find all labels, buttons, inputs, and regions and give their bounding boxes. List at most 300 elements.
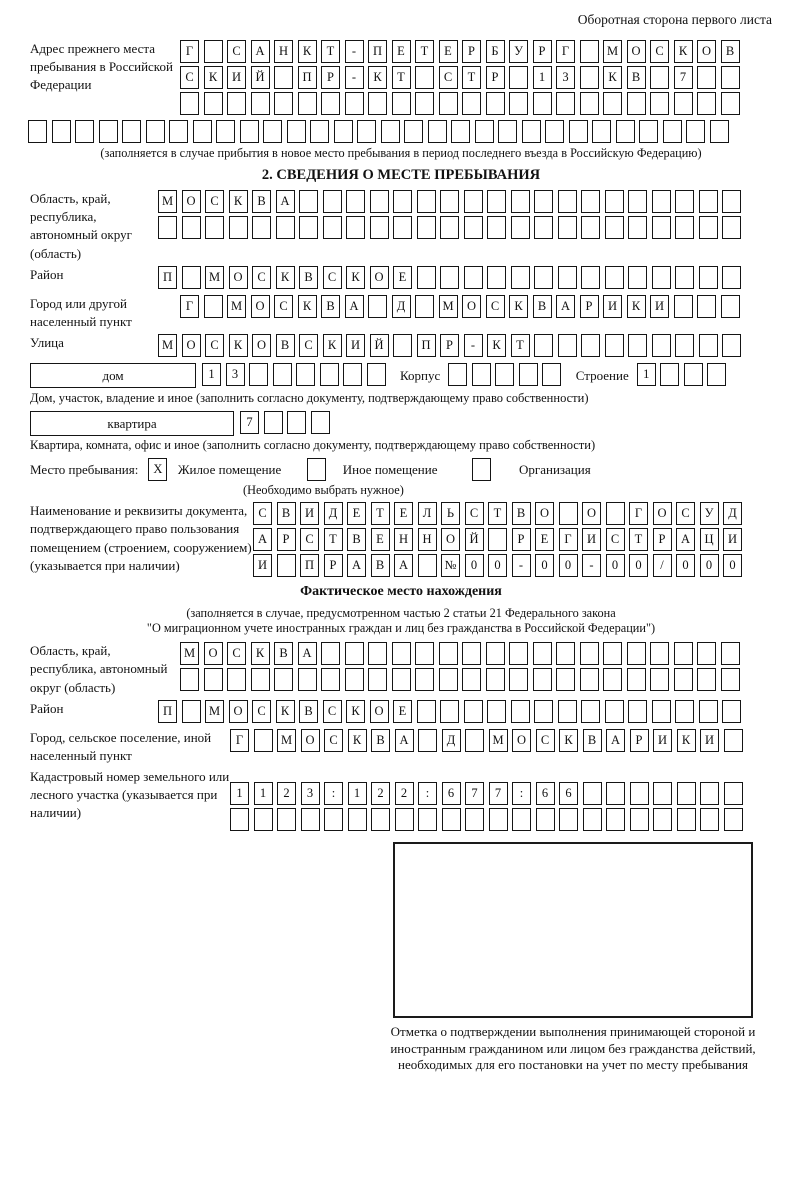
char-cell[interactable]: И	[650, 295, 669, 318]
char-cell[interactable]	[418, 808, 437, 831]
checkbox-other-premises[interactable]	[307, 458, 326, 481]
char-cell[interactable]	[556, 668, 575, 691]
char-cell[interactable]	[370, 190, 389, 213]
char-cell[interactable]: /	[653, 554, 672, 577]
char-cell[interactable]: К	[346, 700, 365, 723]
char-cell[interactable]: В	[371, 729, 390, 752]
char-cell[interactable]: И	[253, 554, 272, 577]
char-cell[interactable]	[675, 216, 694, 239]
char-cell[interactable]: Р	[630, 729, 649, 752]
char-cell[interactable]	[204, 92, 223, 115]
char-cell[interactable]	[512, 808, 531, 831]
char-cell[interactable]	[465, 729, 484, 752]
char-cell[interactable]	[75, 120, 94, 143]
char-cell[interactable]	[603, 642, 622, 665]
char-cell[interactable]: 0	[606, 554, 625, 577]
char-cell[interactable]	[227, 92, 246, 115]
char-cell[interactable]: В	[371, 554, 390, 577]
char-cell[interactable]	[357, 120, 376, 143]
char-cell[interactable]	[699, 700, 718, 723]
char-cell[interactable]: А	[251, 40, 270, 63]
char-cell[interactable]: М	[158, 190, 177, 213]
char-cell[interactable]: С	[536, 729, 555, 752]
char-cell[interactable]	[464, 216, 483, 239]
char-cell[interactable]: О	[441, 528, 460, 551]
char-cell[interactable]	[699, 266, 718, 289]
char-cell[interactable]	[442, 808, 461, 831]
char-cell[interactable]: В	[274, 642, 293, 665]
char-cell[interactable]: К	[674, 40, 693, 63]
char-cell[interactable]: С	[606, 528, 625, 551]
char-cell[interactable]	[677, 782, 696, 805]
char-cell[interactable]: К	[276, 266, 295, 289]
char-cell[interactable]: О	[229, 700, 248, 723]
char-cell[interactable]	[533, 92, 552, 115]
house-box[interactable]: дом	[30, 363, 196, 388]
char-cell[interactable]: К	[323, 334, 342, 357]
char-cell[interactable]	[204, 40, 223, 63]
char-cell[interactable]	[464, 700, 483, 723]
char-cell[interactable]	[605, 700, 624, 723]
char-cell[interactable]	[52, 120, 71, 143]
char-cell[interactable]: О	[182, 190, 201, 213]
char-cell[interactable]: 7	[489, 782, 508, 805]
char-cell[interactable]	[320, 363, 339, 386]
char-cell[interactable]	[415, 66, 434, 89]
char-cell[interactable]	[392, 668, 411, 691]
char-cell[interactable]: М	[158, 334, 177, 357]
char-cell[interactable]	[182, 266, 201, 289]
char-cell[interactable]: Р	[462, 40, 481, 63]
char-cell[interactable]	[722, 216, 741, 239]
char-cell[interactable]: А	[276, 190, 295, 213]
char-cell[interactable]: В	[512, 502, 531, 525]
char-cell[interactable]	[321, 92, 340, 115]
char-cell[interactable]: С	[253, 502, 272, 525]
char-cell[interactable]: О	[582, 502, 601, 525]
char-cell[interactable]: У	[700, 502, 719, 525]
char-cell[interactable]: Т	[321, 40, 340, 63]
char-cell[interactable]	[684, 363, 703, 386]
char-cell[interactable]: В	[533, 295, 552, 318]
char-cell[interactable]	[487, 190, 506, 213]
char-cell[interactable]	[439, 668, 458, 691]
char-cell[interactable]: 7	[240, 411, 259, 434]
char-cell[interactable]	[581, 334, 600, 357]
char-cell[interactable]: П	[368, 40, 387, 63]
char-cell[interactable]	[511, 190, 530, 213]
char-cell[interactable]: А	[395, 729, 414, 752]
char-cell[interactable]	[276, 216, 295, 239]
char-cell[interactable]	[605, 334, 624, 357]
checkbox-residential[interactable]: X	[148, 458, 167, 481]
char-cell[interactable]	[545, 120, 564, 143]
char-cell[interactable]	[581, 190, 600, 213]
char-cell[interactable]: О	[370, 266, 389, 289]
char-cell[interactable]	[697, 668, 716, 691]
char-cell[interactable]	[722, 266, 741, 289]
char-cell[interactable]	[674, 642, 693, 665]
char-cell[interactable]: В	[627, 66, 646, 89]
char-cell[interactable]	[489, 808, 508, 831]
char-cell[interactable]	[298, 92, 317, 115]
char-cell[interactable]	[263, 120, 282, 143]
char-cell[interactable]: Р	[653, 528, 672, 551]
char-cell[interactable]	[252, 216, 271, 239]
char-cell[interactable]: Т	[488, 502, 507, 525]
char-cell[interactable]: В	[583, 729, 602, 752]
char-cell[interactable]: М	[277, 729, 296, 752]
char-cell[interactable]	[254, 729, 273, 752]
char-cell[interactable]	[616, 120, 635, 143]
char-cell[interactable]: Н	[274, 40, 293, 63]
char-cell[interactable]	[348, 808, 367, 831]
char-cell[interactable]: :	[418, 782, 437, 805]
char-cell[interactable]: О	[229, 266, 248, 289]
char-cell[interactable]: М	[205, 700, 224, 723]
char-cell[interactable]	[334, 120, 353, 143]
char-cell[interactable]: К	[229, 334, 248, 357]
char-cell[interactable]	[592, 120, 611, 143]
char-cell[interactable]	[724, 782, 743, 805]
char-cell[interactable]: Р	[277, 528, 296, 551]
char-cell[interactable]: О	[370, 700, 389, 723]
char-cell[interactable]	[487, 266, 506, 289]
char-cell[interactable]	[509, 92, 528, 115]
char-cell[interactable]: 6	[559, 782, 578, 805]
char-cell[interactable]	[534, 216, 553, 239]
char-cell[interactable]	[472, 363, 491, 386]
char-cell[interactable]	[663, 120, 682, 143]
char-cell[interactable]: 0	[559, 554, 578, 577]
char-cell[interactable]: К	[251, 642, 270, 665]
char-cell[interactable]	[323, 216, 342, 239]
char-cell[interactable]: 0	[535, 554, 554, 577]
char-cell[interactable]	[721, 66, 740, 89]
char-cell[interactable]	[603, 668, 622, 691]
char-cell[interactable]	[697, 66, 716, 89]
char-cell[interactable]	[274, 668, 293, 691]
char-cell[interactable]	[559, 502, 578, 525]
char-cell[interactable]	[630, 808, 649, 831]
char-cell[interactable]	[724, 808, 743, 831]
char-cell[interactable]: Н	[418, 528, 437, 551]
char-cell[interactable]: И	[700, 729, 719, 752]
char-cell[interactable]	[686, 120, 705, 143]
char-cell[interactable]: А	[606, 729, 625, 752]
char-cell[interactable]	[509, 668, 528, 691]
char-cell[interactable]	[534, 266, 553, 289]
char-cell[interactable]	[381, 120, 400, 143]
char-cell[interactable]: К	[276, 700, 295, 723]
char-cell[interactable]: -	[464, 334, 483, 357]
char-cell[interactable]: Г	[180, 295, 199, 318]
char-cell[interactable]	[393, 190, 412, 213]
char-cell[interactable]: С	[227, 642, 246, 665]
char-cell[interactable]	[605, 266, 624, 289]
char-cell[interactable]	[581, 216, 600, 239]
char-cell[interactable]: П	[298, 66, 317, 89]
char-cell[interactable]: Е	[439, 40, 458, 63]
char-cell[interactable]: 2	[371, 782, 390, 805]
char-cell[interactable]	[721, 295, 740, 318]
char-cell[interactable]: Е	[392, 40, 411, 63]
char-cell[interactable]: В	[721, 40, 740, 63]
char-cell[interactable]	[583, 808, 602, 831]
char-cell[interactable]: 0	[629, 554, 648, 577]
char-cell[interactable]	[519, 363, 538, 386]
char-cell[interactable]: 7	[674, 66, 693, 89]
char-cell[interactable]	[462, 92, 481, 115]
char-cell[interactable]: А	[394, 554, 413, 577]
char-cell[interactable]	[697, 295, 716, 318]
char-cell[interactable]: 1	[637, 363, 656, 386]
char-cell[interactable]: А	[556, 295, 575, 318]
char-cell[interactable]	[204, 295, 223, 318]
char-cell[interactable]: Ь	[441, 502, 460, 525]
char-cell[interactable]	[251, 668, 270, 691]
char-cell[interactable]: А	[298, 642, 317, 665]
char-cell[interactable]	[346, 216, 365, 239]
char-cell[interactable]: Р	[324, 554, 343, 577]
char-cell[interactable]: :	[512, 782, 531, 805]
char-cell[interactable]: Т	[371, 502, 390, 525]
char-cell[interactable]	[559, 808, 578, 831]
char-cell[interactable]: Й	[251, 66, 270, 89]
char-cell[interactable]	[721, 92, 740, 115]
char-cell[interactable]: 7	[465, 782, 484, 805]
char-cell[interactable]: О	[512, 729, 531, 752]
char-cell[interactable]	[509, 642, 528, 665]
char-cell[interactable]	[99, 120, 118, 143]
char-cell[interactable]: Г	[180, 40, 199, 63]
char-cell[interactable]	[368, 92, 387, 115]
char-cell[interactable]	[368, 642, 387, 665]
char-cell[interactable]: О	[627, 40, 646, 63]
char-cell[interactable]	[393, 216, 412, 239]
char-cell[interactable]	[229, 216, 248, 239]
char-cell[interactable]: Д	[392, 295, 411, 318]
char-cell[interactable]	[650, 668, 669, 691]
char-cell[interactable]	[522, 120, 541, 143]
char-cell[interactable]: Е	[393, 266, 412, 289]
char-cell[interactable]	[628, 700, 647, 723]
char-cell[interactable]	[652, 266, 671, 289]
char-cell[interactable]	[343, 363, 362, 386]
char-cell[interactable]: О	[204, 642, 223, 665]
char-cell[interactable]: 1	[533, 66, 552, 89]
char-cell[interactable]: Ц	[700, 528, 719, 551]
char-cell[interactable]	[393, 334, 412, 357]
char-cell[interactable]: Е	[393, 700, 412, 723]
char-cell[interactable]	[650, 66, 669, 89]
char-cell[interactable]	[264, 411, 283, 434]
char-cell[interactable]	[724, 729, 743, 752]
char-cell[interactable]	[534, 700, 553, 723]
char-cell[interactable]: 3	[226, 363, 245, 386]
char-cell[interactable]	[558, 216, 577, 239]
char-cell[interactable]: С	[252, 266, 271, 289]
char-cell[interactable]	[475, 120, 494, 143]
char-cell[interactable]: №	[441, 554, 460, 577]
char-cell[interactable]: Р	[580, 295, 599, 318]
char-cell[interactable]	[533, 668, 552, 691]
char-cell[interactable]: И	[723, 528, 742, 551]
char-cell[interactable]: О	[535, 502, 554, 525]
char-cell[interactable]: 1	[254, 782, 273, 805]
char-cell[interactable]: И	[653, 729, 672, 752]
char-cell[interactable]	[488, 528, 507, 551]
char-cell[interactable]	[697, 92, 716, 115]
char-cell[interactable]: М	[489, 729, 508, 752]
char-cell[interactable]: Д	[723, 502, 742, 525]
char-cell[interactable]: С	[299, 334, 318, 357]
char-cell[interactable]	[395, 808, 414, 831]
char-cell[interactable]: :	[324, 782, 343, 805]
char-cell[interactable]: Л	[418, 502, 437, 525]
char-cell[interactable]	[370, 216, 389, 239]
char-cell[interactable]: О	[697, 40, 716, 63]
char-cell[interactable]	[581, 700, 600, 723]
char-cell[interactable]	[533, 642, 552, 665]
char-cell[interactable]	[440, 216, 459, 239]
char-cell[interactable]	[464, 190, 483, 213]
char-cell[interactable]	[440, 700, 459, 723]
char-cell[interactable]	[277, 808, 296, 831]
char-cell[interactable]	[417, 190, 436, 213]
char-cell[interactable]	[534, 190, 553, 213]
char-cell[interactable]	[169, 120, 188, 143]
char-cell[interactable]: О	[182, 334, 201, 357]
char-cell[interactable]: В	[252, 190, 271, 213]
char-cell[interactable]	[415, 92, 434, 115]
char-cell[interactable]	[404, 120, 423, 143]
char-cell[interactable]	[392, 642, 411, 665]
char-cell[interactable]	[439, 642, 458, 665]
char-cell[interactable]	[697, 642, 716, 665]
char-cell[interactable]	[674, 92, 693, 115]
char-cell[interactable]	[628, 334, 647, 357]
char-cell[interactable]: 1	[348, 782, 367, 805]
char-cell[interactable]	[158, 216, 177, 239]
char-cell[interactable]: 0	[488, 554, 507, 577]
char-cell[interactable]	[440, 190, 459, 213]
char-cell[interactable]: Т	[392, 66, 411, 89]
char-cell[interactable]: К	[559, 729, 578, 752]
char-cell[interactable]: С	[323, 700, 342, 723]
char-cell[interactable]: А	[676, 528, 695, 551]
char-cell[interactable]	[536, 808, 555, 831]
char-cell[interactable]: О	[252, 334, 271, 357]
char-cell[interactable]	[273, 363, 292, 386]
char-cell[interactable]: 0	[723, 554, 742, 577]
char-cell[interactable]	[498, 120, 517, 143]
char-cell[interactable]: С	[180, 66, 199, 89]
char-cell[interactable]	[653, 808, 672, 831]
char-cell[interactable]	[448, 363, 467, 386]
char-cell[interactable]	[122, 120, 141, 143]
char-cell[interactable]	[603, 92, 622, 115]
char-cell[interactable]	[628, 266, 647, 289]
char-cell[interactable]: К	[487, 334, 506, 357]
char-cell[interactable]: В	[347, 528, 366, 551]
char-cell[interactable]	[277, 554, 296, 577]
char-cell[interactable]: Г	[559, 528, 578, 551]
char-cell[interactable]: А	[253, 528, 272, 551]
char-cell[interactable]	[274, 66, 293, 89]
char-cell[interactable]	[495, 363, 514, 386]
char-cell[interactable]	[627, 642, 646, 665]
char-cell[interactable]	[627, 92, 646, 115]
char-cell[interactable]	[699, 190, 718, 213]
char-cell[interactable]	[722, 700, 741, 723]
char-cell[interactable]	[251, 92, 270, 115]
char-cell[interactable]: Т	[324, 528, 343, 551]
char-cell[interactable]: Р	[512, 528, 531, 551]
char-cell[interactable]: У	[509, 40, 528, 63]
char-cell[interactable]	[580, 40, 599, 63]
char-cell[interactable]	[321, 668, 340, 691]
char-cell[interactable]	[606, 502, 625, 525]
char-cell[interactable]	[368, 295, 387, 318]
char-cell[interactable]: -	[345, 40, 364, 63]
char-cell[interactable]	[146, 120, 165, 143]
char-cell[interactable]	[296, 363, 315, 386]
char-cell[interactable]	[677, 808, 696, 831]
char-cell[interactable]	[287, 120, 306, 143]
char-cell[interactable]	[227, 668, 246, 691]
char-cell[interactable]: В	[299, 266, 318, 289]
char-cell[interactable]: 6	[442, 782, 461, 805]
char-cell[interactable]	[486, 92, 505, 115]
char-cell[interactable]	[558, 190, 577, 213]
char-cell[interactable]: 1	[202, 363, 221, 386]
char-cell[interactable]	[249, 363, 268, 386]
char-cell[interactable]	[699, 334, 718, 357]
char-cell[interactable]: С	[650, 40, 669, 63]
char-cell[interactable]	[230, 808, 249, 831]
char-cell[interactable]	[606, 782, 625, 805]
char-cell[interactable]: И	[346, 334, 365, 357]
char-cell[interactable]: С	[439, 66, 458, 89]
char-cell[interactable]	[511, 266, 530, 289]
char-cell[interactable]: М	[603, 40, 622, 63]
char-cell[interactable]: В	[299, 700, 318, 723]
char-cell[interactable]: К	[298, 295, 317, 318]
char-cell[interactable]: 0	[676, 554, 695, 577]
char-cell[interactable]	[193, 120, 212, 143]
char-cell[interactable]	[462, 642, 481, 665]
char-cell[interactable]	[417, 216, 436, 239]
char-cell[interactable]	[321, 642, 340, 665]
char-cell[interactable]: М	[227, 295, 246, 318]
char-cell[interactable]: 3	[301, 782, 320, 805]
char-cell[interactable]	[639, 120, 658, 143]
char-cell[interactable]	[675, 700, 694, 723]
char-cell[interactable]	[368, 668, 387, 691]
char-cell[interactable]: Н	[394, 528, 413, 551]
char-cell[interactable]	[558, 334, 577, 357]
char-cell[interactable]: 6	[536, 782, 555, 805]
char-cell[interactable]: 1	[230, 782, 249, 805]
char-cell[interactable]: Д	[324, 502, 343, 525]
char-cell[interactable]	[346, 190, 365, 213]
char-cell[interactable]: -	[582, 554, 601, 577]
char-cell[interactable]	[652, 700, 671, 723]
char-cell[interactable]	[675, 190, 694, 213]
char-cell[interactable]	[650, 642, 669, 665]
char-cell[interactable]	[451, 120, 470, 143]
